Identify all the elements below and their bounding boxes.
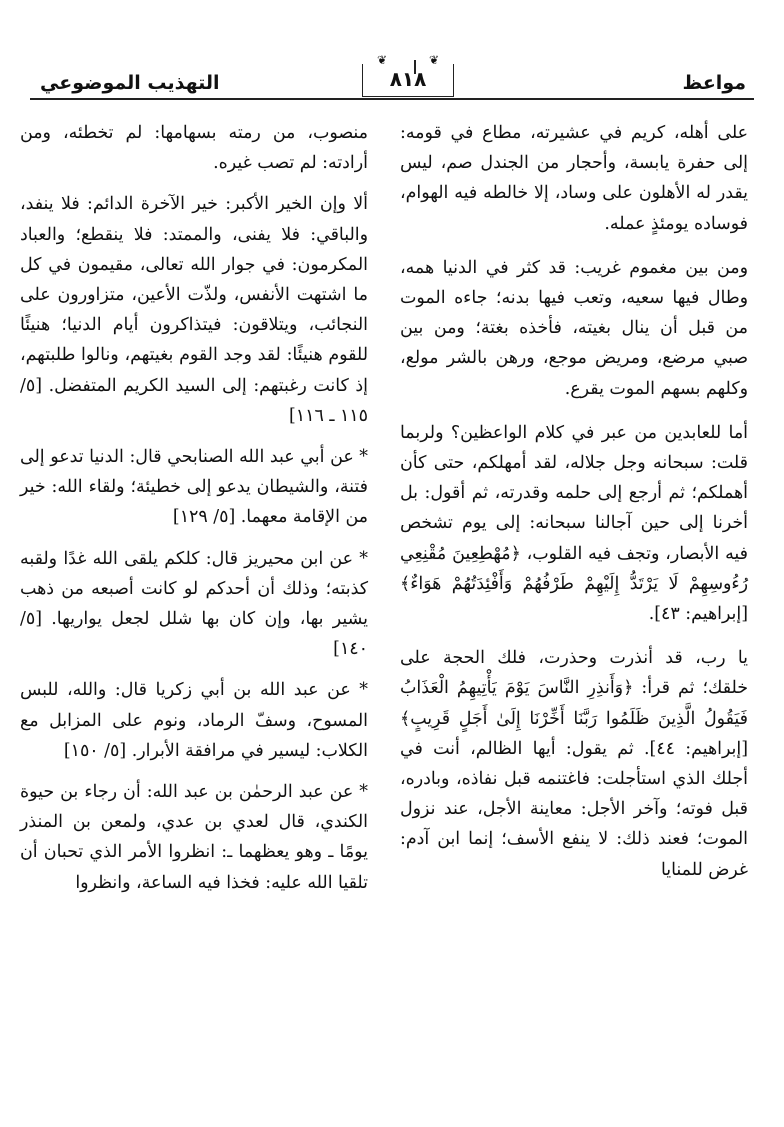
paragraph: أما للعابدين من عبر في كلام الواعظين؟ ولربما قلت: سبحانه وجل جلاله، لقد أمهلكم، حتى كأن أهملكم؛ ثم أرجع إلى حلمه وقدرته، ثم أقول: بل أخرنا إلى حين آجالنا سبحانه: إلى يوم تشخص فيه الأبصار، وتجف فيه القلوب، ﴿مُهْطِعِينَ مُقْنِعِي رُءُوسِهِمْ لَا يَرْتَدُّ إِلَيْهِمْ طَرْفُهُمْ وَأَفْئِدَتُهُمْ هَوَاءٌ﴾ [إبراهيم: ٤٣].	[400, 422, 748, 625]
paragraph: ألا وإن الخير الأكبر: خير الآخرة الدائم: فلا ينفد، والباقي: فلا يفنى، والممتد: فلا ينقطع؛ والعباد المكرمون: في جوار الله تعالى، مقيمون في كل ما اشتهت الأنفس، ولذّت الأعين، متزاورون على النجائب، ويتلاقون: فيتذاكرون أيام الدنيا؛ هنيئًا للقوم هنيئًا: لقد وجد القوم بغيتهم، ونالوا طلبتهم، إذ كانت رغبتهم: إلى السيد الكريم المتفضل. [٥/ ١١٥ ـ ١١٦]	[20, 194, 368, 426]
left-column	[20, 118, 368, 909]
page-number-box	[362, 53, 454, 97]
paragraph: * عن أبي عبد الله الصنابحي قال: الدنيا تدعو إلى فتنة، والشيطان يدعو إلى خطيئة؛ ولقاء الله: خير من الإقامة معهما. [٥/ ١٢٩]	[20, 447, 368, 528]
paragraph: على أهله، كريم في عشيرته، مطاع في قومه: إلى حفرة يابسة، وأحجار من الجندل صم، ليس يقدر له الأهلون على وساد، إلا خالطه فيه الهوام، فوساده يومئذٍ عمله.	[400, 123, 748, 234]
paragraph: منصوب، من رمته بسهامها: لم تخطئه، ومن أرادته: لم تصب غيره.	[20, 123, 368, 174]
book-title: التهذيب الموضوعي	[40, 72, 220, 94]
paragraph: يا رب، قد أنذرت وحذرت، فلك الحجة على خلقك؛ ثم قرأ: ﴿وَأَنذِرِ النَّاسَ يَوْمَ يَأْتِيهِمُ الْعَذَابُ فَيَقُولُ الَّذِينَ ظَلَمُوا رَبَّنَا أَخِّرْنَا إِلَىٰ أَجَلٍ قَرِيبٍ﴾ [إبراهيم: ٤٤]. ثم يقول: أيها الظالم، أنت في أجلك الذي استأجلت: فاغتنمه قبل نفاذه، وبادره، قبل فوته؛ وآخر الأجل: معاينة الأجل، عند نزول الموت؛ فعند ذلك: لا ينفع الأسف؛ إنما ابن آدم: غرض للمنايا	[400, 648, 749, 880]
header-rule	[30, 98, 754, 100]
paragraph: * عن عبد الله بن أبي زكريا قال: والله، للبس المسوح، وسفّ الرماد، ونوم على المزابل مع الكلاب: ليسير في مرافقة الأبرار. [٥/ ١٥٠]	[20, 680, 368, 761]
paragraph: ومن بين مغموم غريب: قد كثر في الدنيا همه، وطال فيها سعيه، وتعب فيها بدنه؛ جاءه الموت من قبل أن ينال بغيته، فأخذه بغتة؛ ومن بين صبي مرضع، ومريض موجع، ورهن بالشر مولع، وكلهم بسهم الموت يقرع.	[400, 257, 748, 399]
paragraph: * عن عبد الرحمٰن بن عبد الله: أن رجاء بن حيوة الكندي، قال لعدي بن عدي، ولمعن بن المنذر يومًا ـ وهو يعظهما ـ: انظروا الأمر الذي تحبان أن تلقيا الله عليه: فخذا فيه الساعة، وانظروا	[20, 782, 368, 893]
page-number: ٨١٨	[389, 67, 427, 91]
section-title: مواعظ	[682, 72, 746, 94]
right-column	[400, 118, 748, 896]
paragraph: * عن ابن محيريز قال: كلكم يلقى الله غدًا ولقبه كذبته؛ وذلك أن أحدكم لو كانت أصبعه من ذهب يشير بها، وإن كان بها شلل لجعل يواريها. [٥/ ١٤٠]	[20, 548, 368, 660]
ornament-icon: ❦	[428, 53, 439, 67]
ornament-icon: ❦	[377, 53, 388, 67]
page-header	[30, 53, 754, 110]
